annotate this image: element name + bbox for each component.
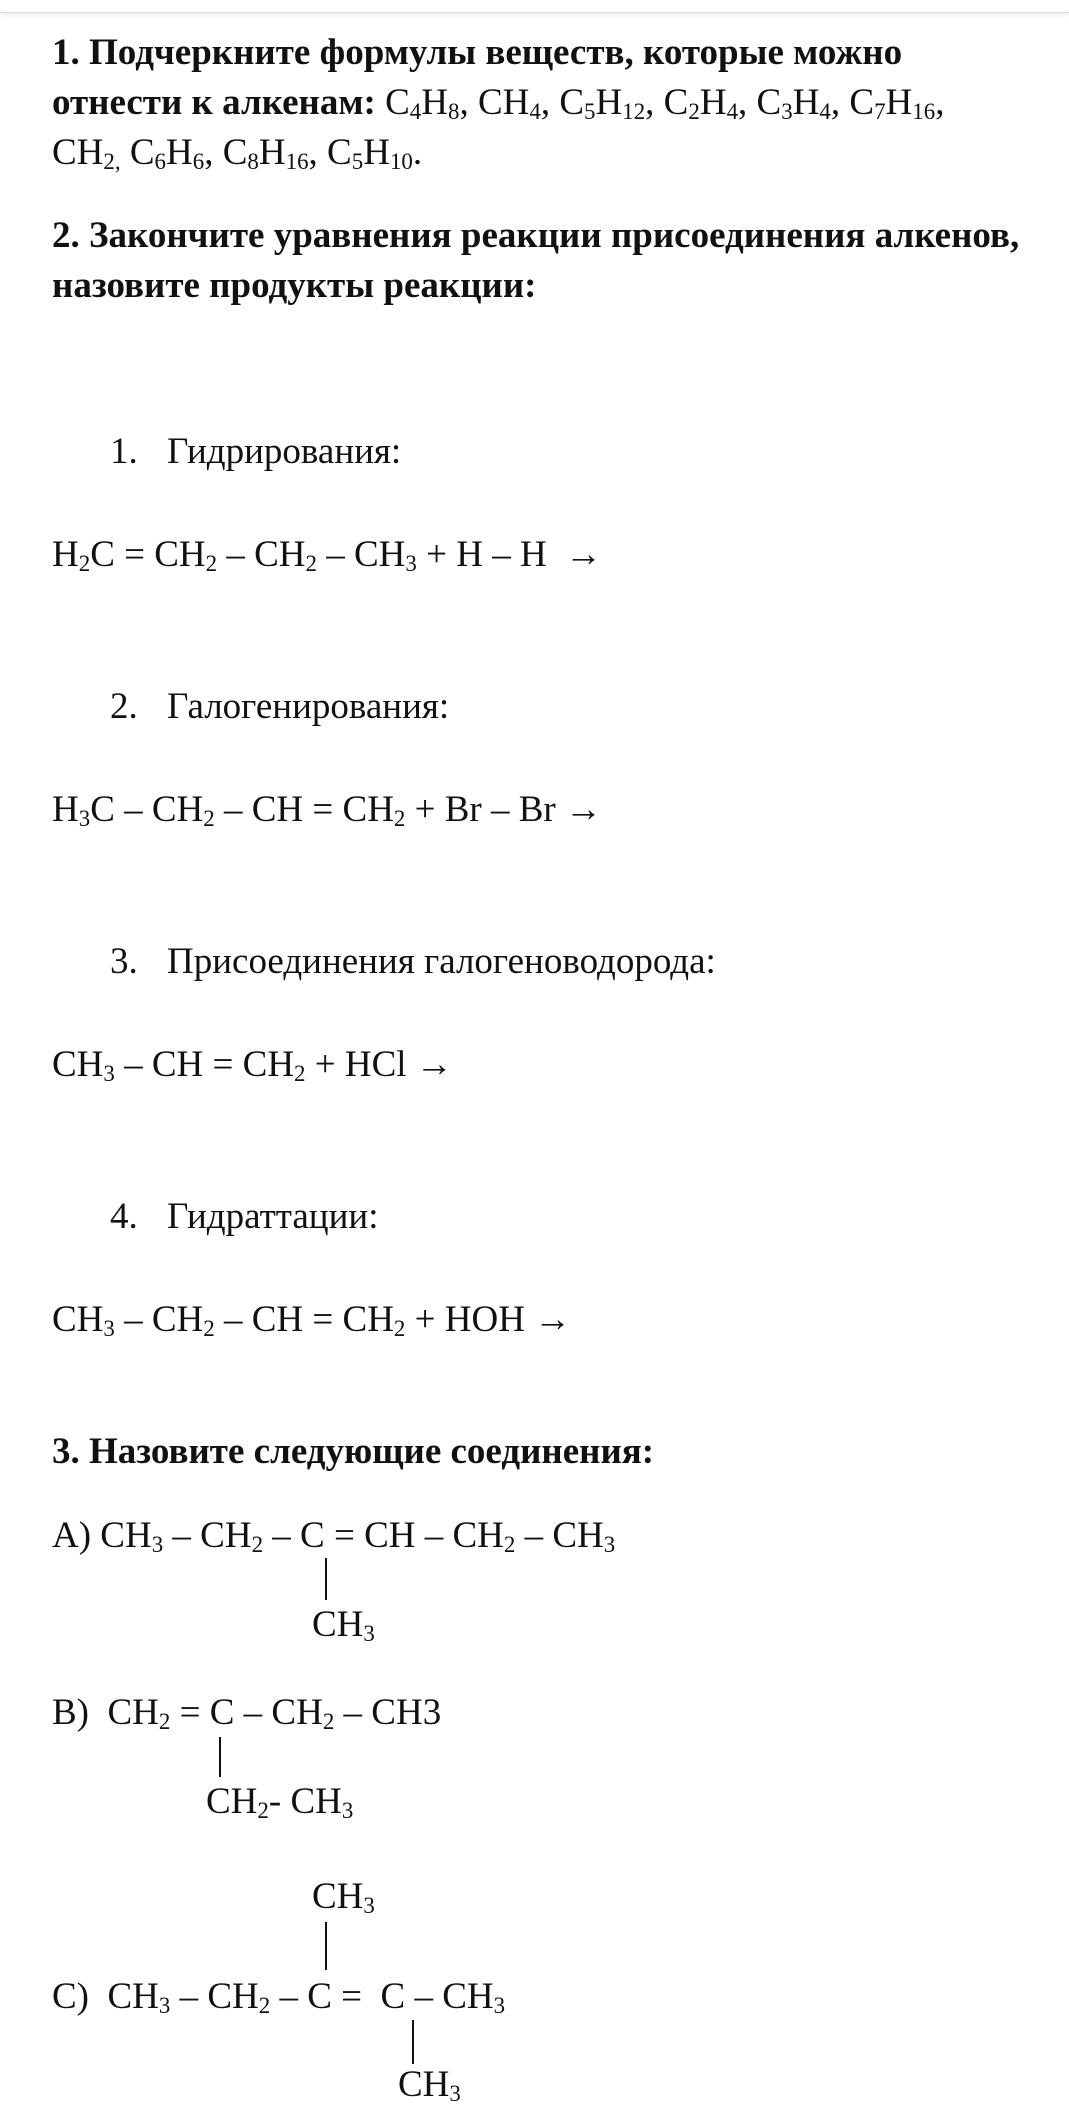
task1-formulas-line1: отнести к алкенам: $C_4H_8$, $CH_4$, $C_5H_{12}$, $C_2H_4$, $C_3H_4$, $C_7H_{16}$,: [52, 82, 945, 125]
compound-c-top-substituent: $CH_3$: [312, 1876, 375, 1919]
item-number: 1.: [110, 431, 138, 472]
item-label: Гидрирования:: [167, 431, 402, 472]
item-label: Галогенирования:: [167, 686, 450, 727]
equation-hydrogenation: $H_2C = CH_2 - CH_2 - CH_3 + H - H$ →: [52, 534, 603, 577]
item-number: 3.: [110, 941, 138, 982]
compound-b-main: B) $CH_2 = C - CH_2 - CH3$: [52, 1692, 442, 1735]
task3-heading: 3. Назовите следующие соединения:: [52, 1431, 655, 1472]
compound-a-bond: [325, 1558, 327, 1600]
task1-heading-cont: отнести к алкенам:: [52, 82, 376, 123]
item-number: 2.: [110, 686, 138, 727]
compound-b-bond: [219, 1737, 221, 1777]
equation-halogenation: $H_3C - CH_2$ – CH = $CH_2 + Br - Br$ →: [52, 789, 603, 832]
compound-c-bottom-bond: [412, 2020, 414, 2064]
compound-c-bottom-substituent: $CH_3$: [398, 2064, 461, 2107]
task2-heading-line1: 2. Закончите уравнения реакции присоединения алкенов,: [52, 215, 1020, 256]
compound-c-main: C) $CH_3 - CH_2 - C = C - CH_3$: [52, 1976, 506, 2019]
equation-hydrohalogenation: $CH_3$ – CH = $CH_2$ + HCl →: [52, 1044, 453, 1087]
item-number: 4.: [110, 1196, 138, 1237]
compound-a-substituent: $CH_3$: [312, 1604, 375, 1647]
task1-heading: 1. Подчеркните формулы веществ, которые можно: [52, 32, 903, 73]
equation-hydration: $CH_3 - CH_2$ – CH = $CH_2$ + HOH →: [52, 1299, 572, 1342]
compound-a-main: А) $CH_3 - CH_2$ – C = CH – $CH_2 - CH_3$: [52, 1515, 616, 1558]
task1-formulas-line2: $CH_{2,}$ $C_6H_6$, $C_8H_{16}$, $C_5H_{10}$.: [52, 132, 423, 175]
top-bar: [0, 0, 1069, 13]
item-label: Гидраттации:: [167, 1196, 379, 1237]
compound-c-top-bond: [325, 1922, 327, 1970]
compound-b-substituent: $CH_2-$ $CH_3$: [206, 1781, 354, 1824]
task2-heading-line2: назовите продукты реакции:: [52, 265, 537, 306]
item-label: Присоединения галогеноводорода:: [167, 941, 716, 982]
